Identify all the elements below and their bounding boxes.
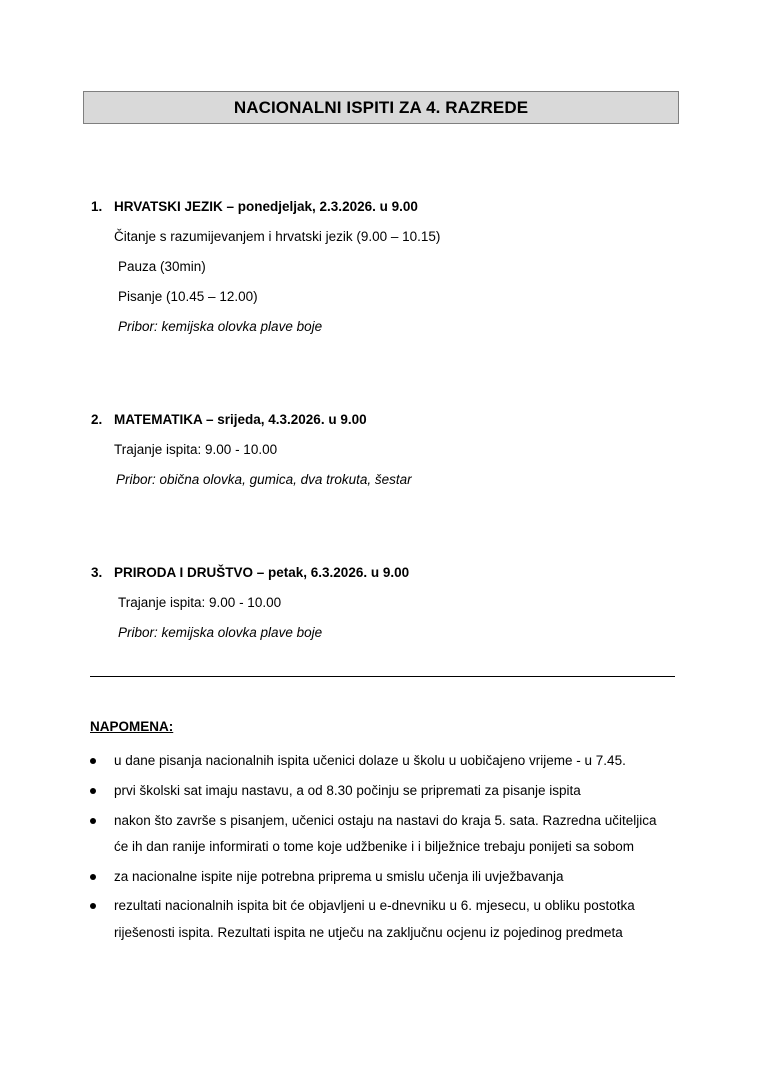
- note-item: prvi školski sat imaju nastavu, a od 8.30 počinju se pripremati za pisanje ispita: [114, 783, 581, 798]
- bullet-icon: [90, 903, 96, 909]
- exam-heading: HRVATSKI JEZIK – ponedjeljak, 2.3.2026. u 9.00: [114, 199, 418, 214]
- exam-heading: PRIRODA I DRUŠTVO – petak, 6.3.2026. u 9.00: [114, 565, 410, 580]
- page-title: NACIONALNI ISPITI ZA 4. RAZREDE: [233, 97, 529, 117]
- exam-number: 3.: [91, 565, 103, 580]
- note-item: u dane pisanja nacionalnih ispita učenici dolaze u školu u uobičajeno vrijeme - u 7.45.: [114, 753, 626, 768]
- exam-detail: Pisanje (10.45 – 12.00): [118, 289, 258, 304]
- note-item-continuation: će ih dan ranije informirati o tome koje udžbenike i i bilježnice trebaju ponijeti sa sobom: [114, 839, 635, 854]
- title-box: [83, 91, 679, 124]
- exam-detail: Čitanje s razumijevanjem i hrvatski jezik (9.00 – 10.15): [114, 229, 441, 244]
- note-item: rezultati nacionalnih ispita bit će objavljeni u e-dnevniku u 6. mjesecu, u obliku postotka: [114, 898, 635, 913]
- exam-number: 1.: [91, 199, 103, 214]
- exam-heading: MATEMATIKA – srijeda, 4.3.2026. u 9.00: [114, 412, 367, 427]
- exam-supplies: Pribor: obična olovka, gumica, dva trokuta, šestar: [116, 472, 412, 487]
- exam-supplies: Pribor: kemijska olovka plave boje: [118, 319, 323, 334]
- exam-detail: Pauza (30min): [118, 259, 206, 274]
- note-item: za nacionalne ispite nije potrebna priprema u smislu učenja ili uvježbavanja: [114, 869, 564, 884]
- section-divider: [90, 676, 675, 677]
- exam-number: 2.: [91, 412, 103, 427]
- bullet-icon: [90, 758, 96, 764]
- bullet-icon: [90, 788, 96, 794]
- note-item-continuation: riješenosti ispita. Rezultati ispita ne utječu na zaključnu ocjenu iz pojedinog predmeta: [114, 925, 623, 940]
- exam-detail: Trajanje ispita: 9.00 - 10.00: [114, 442, 278, 457]
- note-heading: NAPOMENA:: [90, 719, 174, 734]
- bullet-icon: [90, 874, 96, 880]
- note-item: nakon što završe s pisanjem, učenici ostaju na nastavi do kraja 5. sata. Razredna učiteljica: [114, 813, 657, 828]
- exam-supplies: Pribor: kemijska olovka plave boje: [118, 625, 323, 640]
- exam-detail: Trajanje ispita: 9.00 - 10.00: [118, 595, 282, 610]
- bullet-icon: [90, 818, 96, 824]
